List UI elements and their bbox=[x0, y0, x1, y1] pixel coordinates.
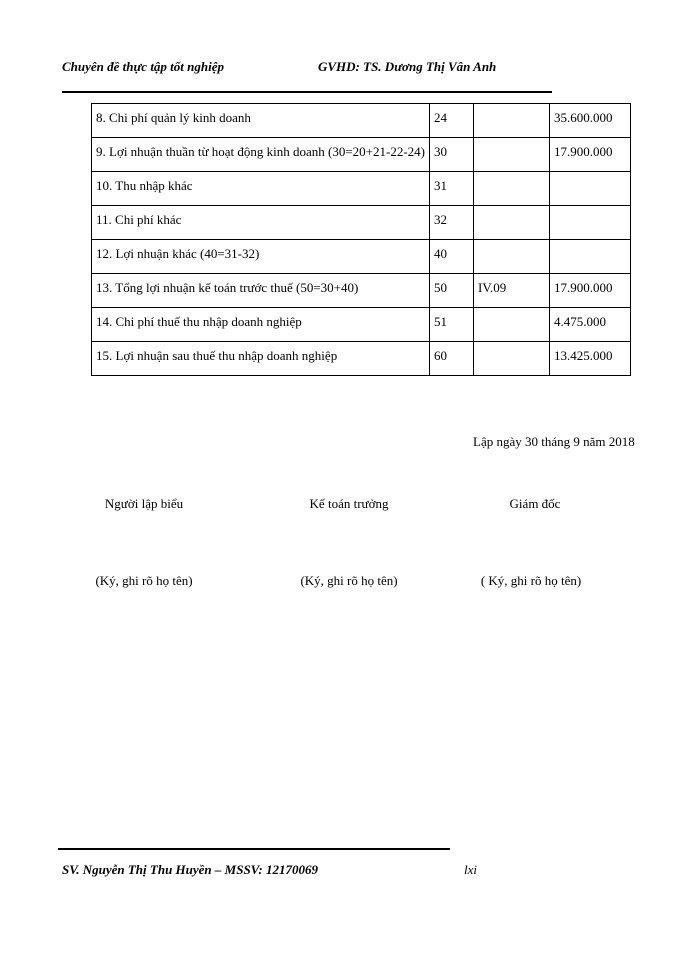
code-cell: 24 bbox=[429, 104, 473, 138]
code-cell: 32 bbox=[429, 206, 473, 240]
header-course-title: Chuyên đề thực tập tốt nghiệp bbox=[62, 59, 224, 74]
preparer-sign-note: (Ký, ghi rõ họ tên) bbox=[95, 573, 193, 588]
accountant-title: Kế toán trưởng bbox=[309, 496, 389, 511]
item-cell: 9. Lợi nhuận thuần từ hoạt động kinh doanh (30=20+21-22-24) bbox=[92, 138, 430, 172]
table-row bbox=[92, 104, 631, 138]
note-cell bbox=[473, 104, 549, 138]
item-cell: 13. Tổng lợi nhuận kế toán trước thuế (50=30+40) bbox=[92, 274, 430, 308]
table-row bbox=[92, 240, 631, 274]
item-cell: 8. Chi phí quản lý kinh doanh bbox=[92, 104, 430, 138]
amount-cell: 35.600.000 bbox=[549, 104, 630, 138]
table-row bbox=[92, 308, 631, 342]
amount-cell: 17.900.000 bbox=[549, 138, 630, 172]
amount-cell bbox=[549, 240, 630, 274]
table-row bbox=[92, 138, 631, 172]
item-cell: 11. Chi phí khác bbox=[92, 206, 430, 240]
item-cell: 12. Lợi nhuận khác (40=31-32) bbox=[92, 240, 430, 274]
header-divider bbox=[62, 91, 552, 93]
note-cell bbox=[473, 308, 549, 342]
amount-cell: 13.425.000 bbox=[549, 342, 630, 376]
table-row bbox=[92, 206, 631, 240]
table-row bbox=[92, 342, 631, 376]
director-title: Giám đốc bbox=[509, 496, 561, 511]
report-date: Lập ngày 30 tháng 9 năm 2018 bbox=[473, 434, 635, 449]
preparer-title: Người lập biểu bbox=[104, 496, 184, 511]
page-number: lxi bbox=[464, 862, 477, 877]
amount-cell bbox=[549, 172, 630, 206]
item-cell: 14. Chi phí thuế thu nhập doanh nghiệp bbox=[92, 308, 430, 342]
code-cell: 51 bbox=[429, 308, 473, 342]
footer-divider bbox=[58, 848, 450, 850]
note-cell bbox=[473, 342, 549, 376]
code-cell: 30 bbox=[429, 138, 473, 172]
footer-student-info: SV. Nguyễn Thị Thu Huyền – MSSV: 12170069 bbox=[62, 862, 318, 877]
code-cell: 50 bbox=[429, 274, 473, 308]
header-supervisor: GVHD: TS. Dương Thị Vân Anh bbox=[318, 59, 497, 74]
note-cell bbox=[473, 172, 549, 206]
code-cell: 31 bbox=[429, 172, 473, 206]
table-row bbox=[92, 274, 631, 308]
director-sign-note: ( Ký, ghi rõ họ tên) bbox=[480, 573, 582, 588]
code-cell: 40 bbox=[429, 240, 473, 274]
note-cell bbox=[473, 206, 549, 240]
amount-cell: 17.900.000 bbox=[549, 274, 630, 308]
income-statement-table bbox=[91, 103, 631, 376]
table-row bbox=[92, 172, 631, 206]
item-cell: 15. Lợi nhuận sau thuế thu nhập doanh nghiệp bbox=[92, 342, 430, 376]
note-cell: IV.09 bbox=[473, 274, 549, 308]
note-cell bbox=[473, 138, 549, 172]
amount-cell: 4.475.000 bbox=[549, 308, 630, 342]
note-cell bbox=[473, 240, 549, 274]
code-cell: 60 bbox=[429, 342, 473, 376]
item-cell: 10. Thu nhập khác bbox=[92, 172, 430, 206]
amount-cell bbox=[549, 206, 630, 240]
accountant-sign-note: (Ký, ghi rõ họ tên) bbox=[300, 573, 398, 588]
